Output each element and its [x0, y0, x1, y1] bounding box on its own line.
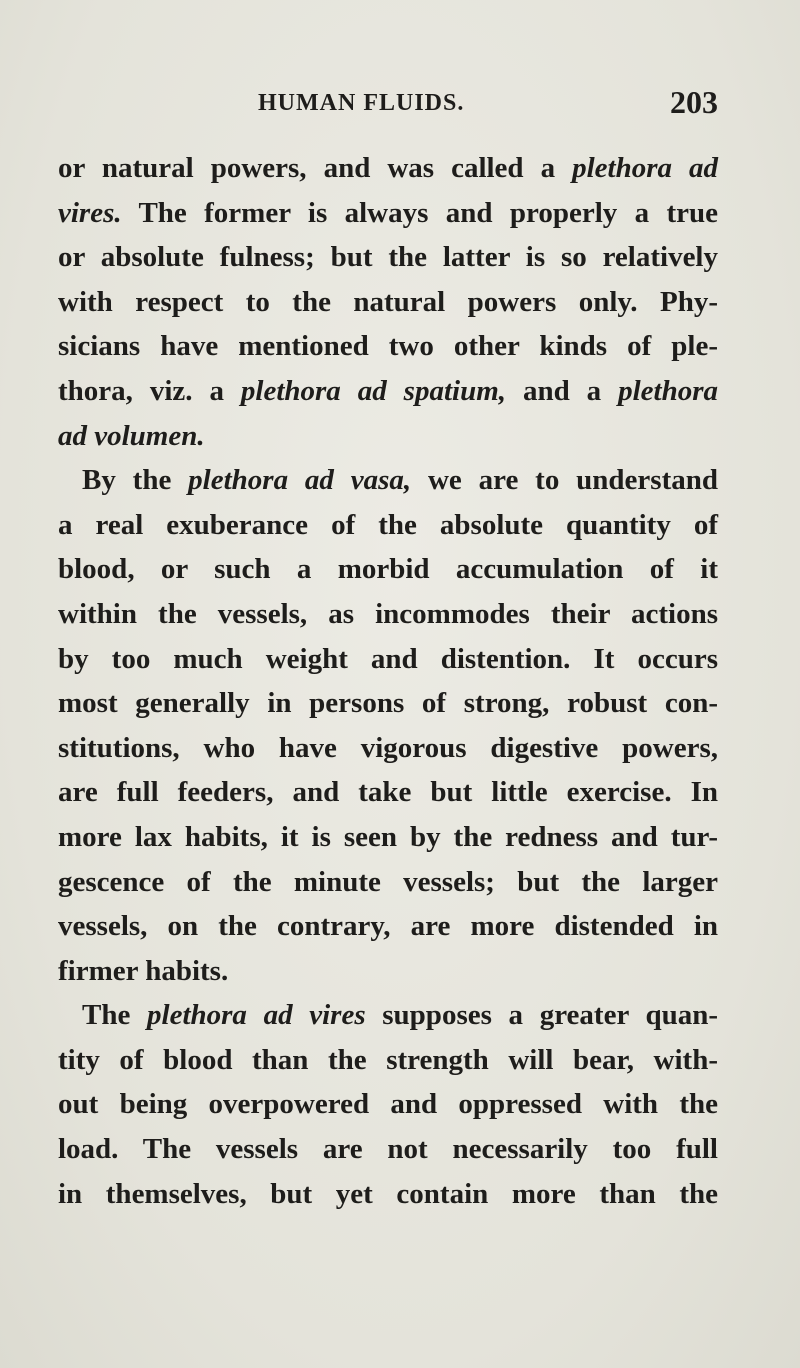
text-segment: vessels, on the contrary, are more distended in: [58, 910, 718, 943]
text-line: [58, 726, 718, 771]
text-segment: firmer habits.: [58, 954, 229, 987]
text-line: [58, 324, 718, 369]
text-line: [58, 815, 718, 860]
text-segment: or natural powers, and was called a: [58, 152, 573, 184]
text-line: [58, 547, 718, 592]
body-text: [58, 146, 718, 1216]
text-line: [58, 592, 718, 637]
text-line: [58, 503, 718, 548]
text-line: [58, 280, 718, 325]
text-segment: The former is always and properly a true: [121, 196, 718, 229]
text-segment: and a: [506, 374, 619, 407]
text-segment: By the: [82, 464, 189, 497]
italic-term: vires.: [58, 196, 122, 229]
text-segment: by too much weight and distention. It occurs: [58, 642, 718, 675]
text-line: [58, 637, 718, 682]
text-line: [58, 1172, 718, 1217]
text-segment: with respect to the natural powers only. Phy-: [58, 285, 718, 318]
running-head-title: HUMAN FLUIDS.: [258, 90, 465, 116]
italic-term: plethora ad spatium,: [240, 374, 507, 407]
text-segment: more lax habits, it is seen by the redness and tur-: [58, 820, 718, 853]
text-line: [58, 1082, 718, 1127]
text-line: [58, 146, 718, 191]
text-line: [58, 235, 718, 280]
text-line: [58, 681, 718, 726]
text-segment: in themselves, but yet contain more than the: [58, 1177, 718, 1210]
text-line: [58, 1127, 718, 1172]
text-segment: a real exuberance of the absolute quantity of: [58, 508, 718, 541]
text-segment: sicians have mentioned two other kinds of ple-: [58, 330, 718, 363]
text-segment: supposes a greater quan-: [365, 999, 718, 1032]
italic-term: plethora ad vires: [147, 999, 366, 1032]
text-line: [58, 414, 718, 459]
running-head: [258, 84, 718, 124]
text-line: [58, 191, 718, 236]
text-line: [58, 904, 718, 949]
text-line: [58, 860, 718, 905]
text-segment: out being overpowered and oppressed with the: [58, 1088, 718, 1121]
text-segment: tity of blood than the strength will bear, with-: [58, 1043, 718, 1076]
italic-term: plethora: [618, 374, 718, 407]
text-segment: The: [82, 999, 148, 1032]
italic-term: ad volumen.: [58, 419, 205, 452]
text-segment: blood, or such a morbid accumulation of it: [58, 553, 718, 586]
italic-term: plethora ad: [572, 152, 719, 184]
text-segment: stitutions, who have vigorous digestive powers,: [58, 731, 718, 764]
text-line: [58, 993, 718, 1038]
italic-term: plethora ad vasa,: [188, 464, 412, 497]
text-line: [58, 770, 718, 815]
text-line: [58, 949, 718, 994]
text-segment: thora, viz. a: [58, 374, 241, 407]
page-number: 203: [670, 84, 718, 120]
text-line: [58, 1038, 718, 1083]
text-segment: gescence of the minute vessels; but the larger: [58, 865, 718, 898]
text-line: [58, 369, 718, 414]
text-segment: or absolute fulness; but the latter is so relatively: [58, 241, 718, 274]
text-segment: load. The vessels are not necessarily too full: [58, 1133, 718, 1166]
text-segment: within the vessels, as incommodes their actions: [58, 597, 718, 630]
text-line: [58, 458, 718, 503]
text-segment: most generally in persons of strong, robust con-: [58, 687, 718, 720]
text-segment: are full feeders, and take but little exercise. In: [58, 776, 718, 809]
text-segment: we are to understand: [411, 464, 719, 497]
